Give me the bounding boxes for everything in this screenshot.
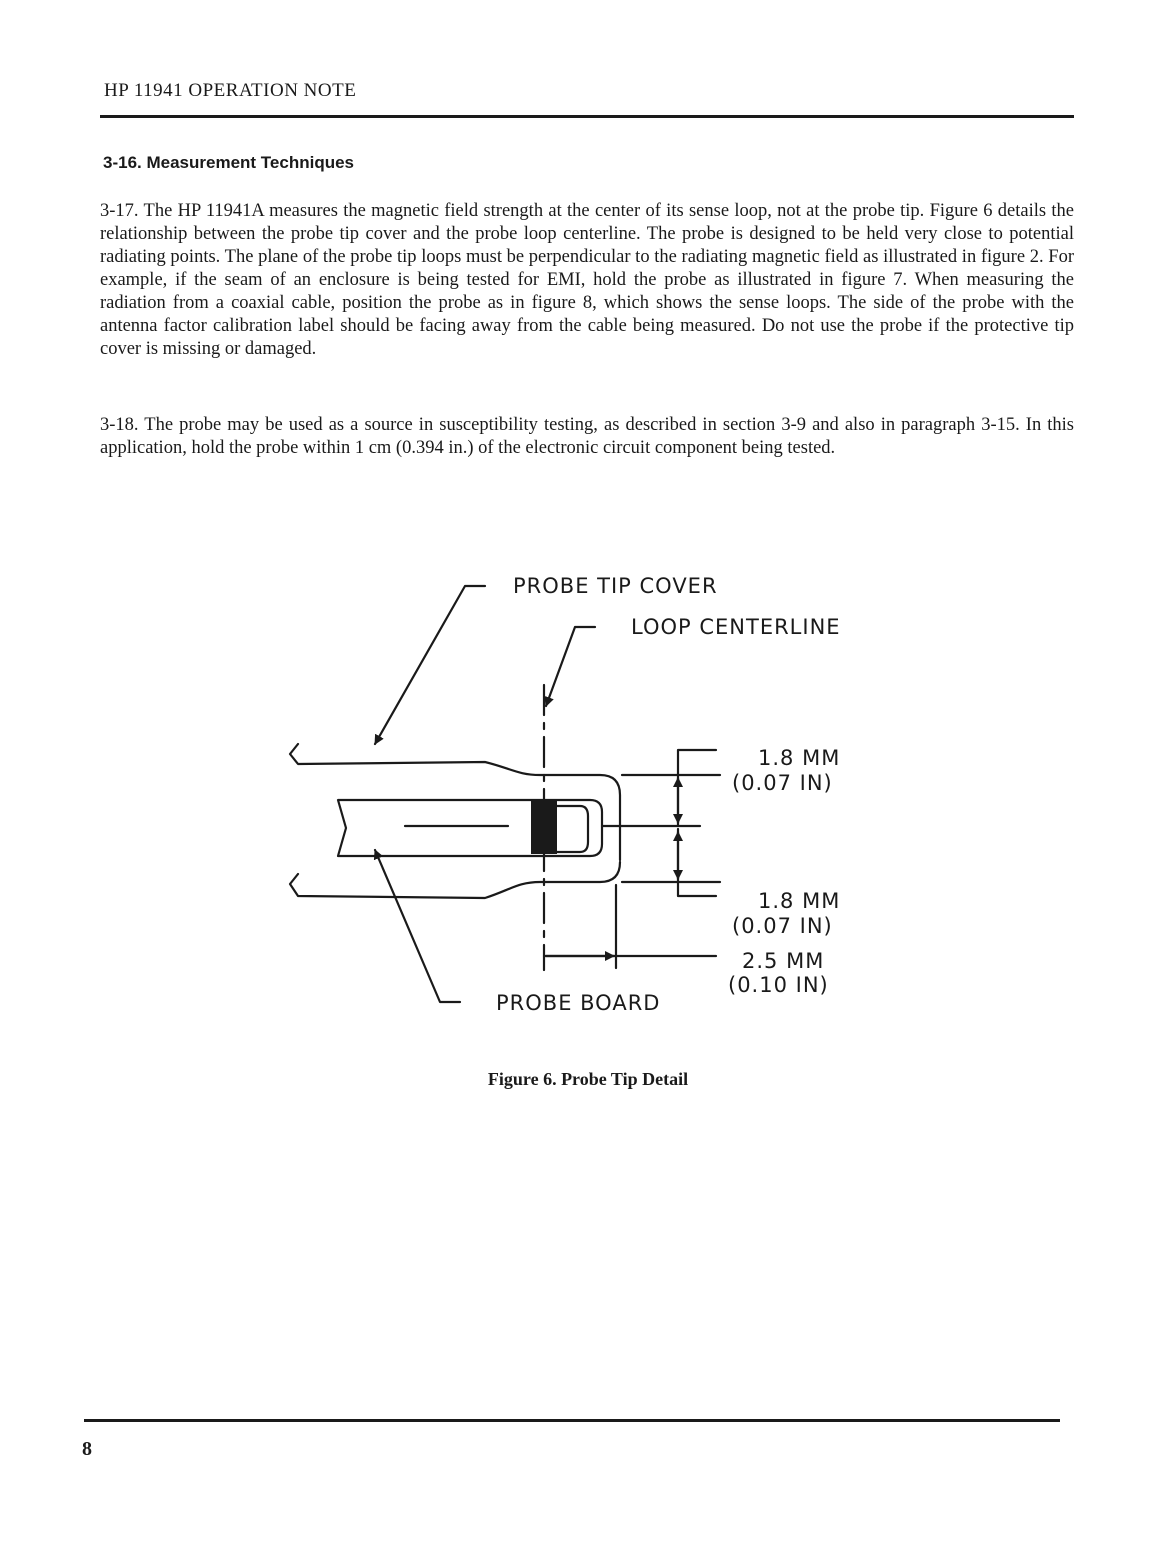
label-dim-top-in: (0.07 IN) <box>732 771 833 795</box>
label-dim-bottom-mm: 1.8 MM <box>758 889 841 913</box>
figure-caption: Figure 6. Probe Tip Detail <box>487 1069 689 1089</box>
label-loop-centerline: LOOP CENTERLINE <box>631 615 841 639</box>
probe-board-leader <box>375 850 460 1002</box>
footer-rule <box>84 1419 1060 1422</box>
label-probe-board: PROBE BOARD <box>496 991 661 1015</box>
probe-board-outline <box>338 800 602 856</box>
probe-tip-figure <box>270 560 910 1030</box>
probe-tip-diagram <box>270 560 910 1030</box>
sense-loop-chip <box>531 799 557 854</box>
header-rule <box>100 115 1074 118</box>
tip-cover-lower <box>290 862 620 898</box>
paragraph-3-18: 3-18. The probe may be used as a source in susceptibility testing, as described in section 3-9 and also in paragraph 3-15. In this application, hold the probe within 1 cm (0.394 in.) of the electronic circuit component being tested. <box>100 415 1074 458</box>
label-dim-top-mm: 1.8 MM <box>758 746 841 770</box>
label-dim-bottom-in: (0.07 IN) <box>732 914 833 938</box>
header-title: HP 11941 OPERATION NOTE <box>104 80 357 101</box>
label-dim-width-mm: 2.5 MM <box>742 949 825 973</box>
paragraph-3-17: 3-17. The HP 11941A measures the magnetic field strength at the center of its sense loop, not at the probe tip. Figure 6 details the relationship between the probe tip cover and the probe loop centerline. The probe is designed to be held very close to potential radiating points. The plane of the probe tip loops must be perpendicular to the radiating magnetic field as illustrated in figure 2. For example, if the seam of an enclosure is being tested for EMI, hold the probe as illustrated in figure 7. When measuring the radiation from a coaxial cable, position the probe as in figure 8, which shows the sense loops. The side of the probe with the antenna factor calibration label should be facing away from the cable being measured. Do not use the probe if the protective tip cover is missing or damaged. <box>100 201 1074 359</box>
probe-tip-cover-leader <box>375 586 485 744</box>
page-number: 8 <box>82 1438 92 1460</box>
label-dim-width-in: (0.10 IN) <box>728 973 829 997</box>
section-heading: 3-16. Measurement Techniques <box>103 153 354 172</box>
label-probe-tip-cover: PROBE TIP COVER <box>513 574 718 598</box>
loop-centerline-leader <box>546 627 595 706</box>
